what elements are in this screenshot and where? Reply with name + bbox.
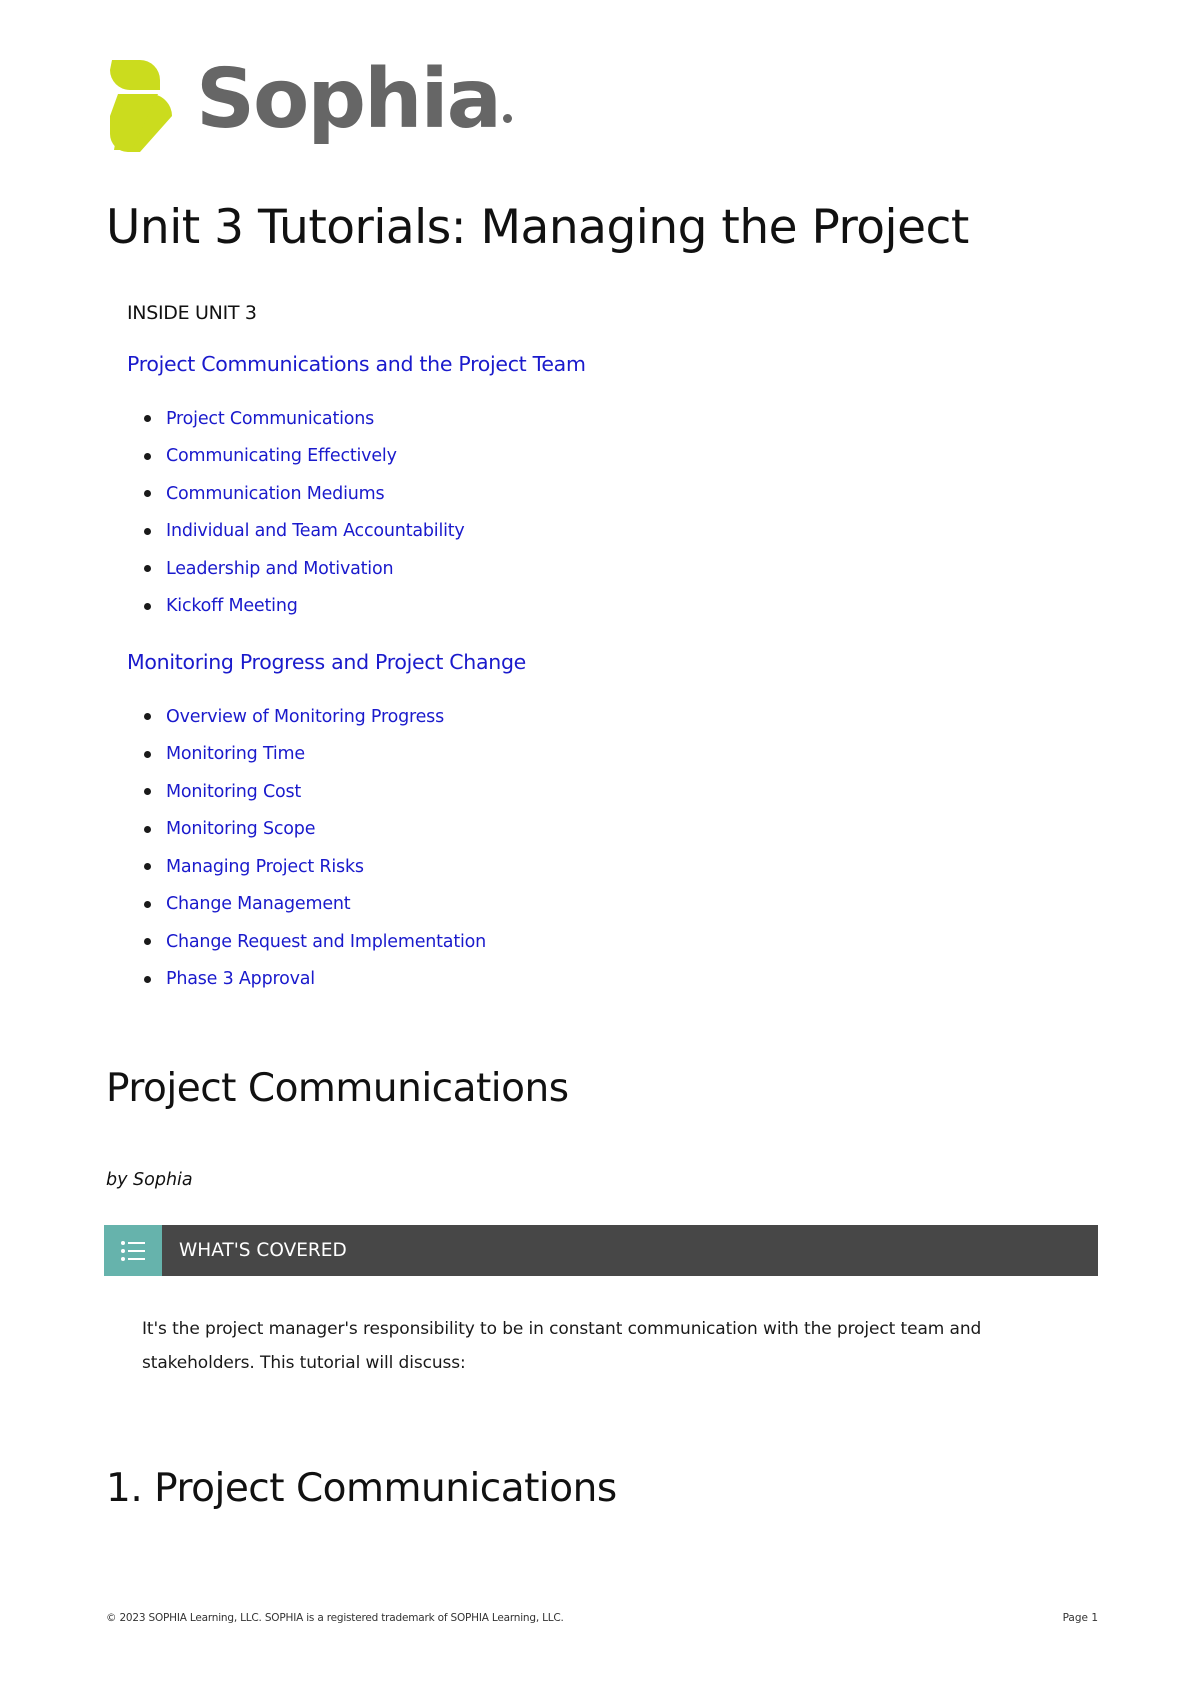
covered-icon-box <box>104 1225 162 1276</box>
toc-link[interactable]: Monitoring Cost <box>166 781 302 802</box>
toc-link[interactable]: Communication Mediums <box>166 483 385 504</box>
bullet-icon <box>144 976 151 983</box>
toc-link[interactable]: Managing Project Risks <box>166 856 364 877</box>
bullet-icon <box>144 453 151 460</box>
list-item[interactable] <box>144 438 465 476</box>
list-item[interactable] <box>144 848 486 886</box>
toc-link[interactable]: Leadership and Motivation <box>166 558 394 579</box>
bullet-icon <box>144 938 151 945</box>
bullet-icon <box>144 603 151 610</box>
bullet-icon <box>144 751 151 758</box>
section-link-monitoring[interactable]: Monitoring Progress and Project Change <box>127 650 526 674</box>
bullet-icon <box>144 490 151 497</box>
inside-unit-label: INSIDE UNIT 3 <box>127 302 257 324</box>
whats-covered-label: WHAT'S COVERED <box>179 1240 347 1261</box>
list-item[interactable] <box>144 400 465 438</box>
bullet-icon <box>144 788 151 795</box>
bullet-icon <box>144 415 151 422</box>
sophia-logo-mark-icon <box>104 56 176 156</box>
bullet-icon <box>144 713 151 720</box>
logo-wordmark: Sophia <box>196 59 512 141</box>
toc-link[interactable]: Change Request and Implementation <box>166 931 487 952</box>
list-item[interactable] <box>144 923 486 961</box>
list-item[interactable] <box>144 811 486 849</box>
byline: by Sophia <box>106 1170 193 1190</box>
list-item[interactable] <box>144 513 465 551</box>
toc-link[interactable]: Change Management <box>166 894 351 915</box>
list-item[interactable] <box>144 698 486 736</box>
bullet-icon <box>144 863 151 870</box>
toc-link[interactable]: Individual and Team Accountability <box>166 521 465 542</box>
toc-link[interactable]: Overview of Monitoring Progress <box>166 706 445 727</box>
footer-copyright: © 2023 SOPHIA Learning, LLC. SOPHIA is a registered trademark of SOPHIA Learning, LLC. <box>106 1612 564 1624</box>
whats-covered-bar <box>104 1225 1098 1276</box>
list-item[interactable] <box>144 886 486 924</box>
list-item[interactable] <box>144 550 465 588</box>
tutorial-title: Project Communications <box>106 1066 569 1111</box>
footer-page-number: Page 1 <box>1062 1612 1098 1624</box>
toc-list-monitoring <box>144 698 486 998</box>
toc-link[interactable]: Kickoff Meeting <box>166 596 298 617</box>
bullet-icon <box>144 901 151 908</box>
bullet-icon <box>144 826 151 833</box>
list-icon <box>120 1240 146 1262</box>
unit-title: Unit 3 Tutorials: Managing the Project <box>106 200 969 255</box>
list-item[interactable] <box>144 736 486 774</box>
sophia-logo <box>104 52 512 156</box>
list-item[interactable] <box>144 773 486 811</box>
list-item[interactable] <box>144 961 486 999</box>
bullet-icon <box>144 565 151 572</box>
toc-link[interactable]: Phase 3 Approval <box>166 969 315 990</box>
toc-list-communications <box>144 400 465 625</box>
list-item[interactable] <box>144 588 465 626</box>
section-link-communications[interactable]: Project Communications and the Project Team <box>127 352 586 376</box>
toc-link[interactable]: Monitoring Scope <box>166 819 316 840</box>
list-item[interactable] <box>144 475 465 513</box>
toc-link[interactable]: Monitoring Time <box>166 744 305 765</box>
bullet-icon <box>144 528 151 535</box>
whats-covered-text: It's the project manager's responsibility to be in constant communication with the project team and stakeholders. This tutorial will discuss: <box>142 1319 982 1373</box>
toc-link[interactable]: Communicating Effectively <box>166 446 397 467</box>
toc-link[interactable]: Project Communications <box>166 408 375 429</box>
logo-dot <box>503 114 512 123</box>
section-heading: 1. Project Communications <box>106 1466 617 1511</box>
